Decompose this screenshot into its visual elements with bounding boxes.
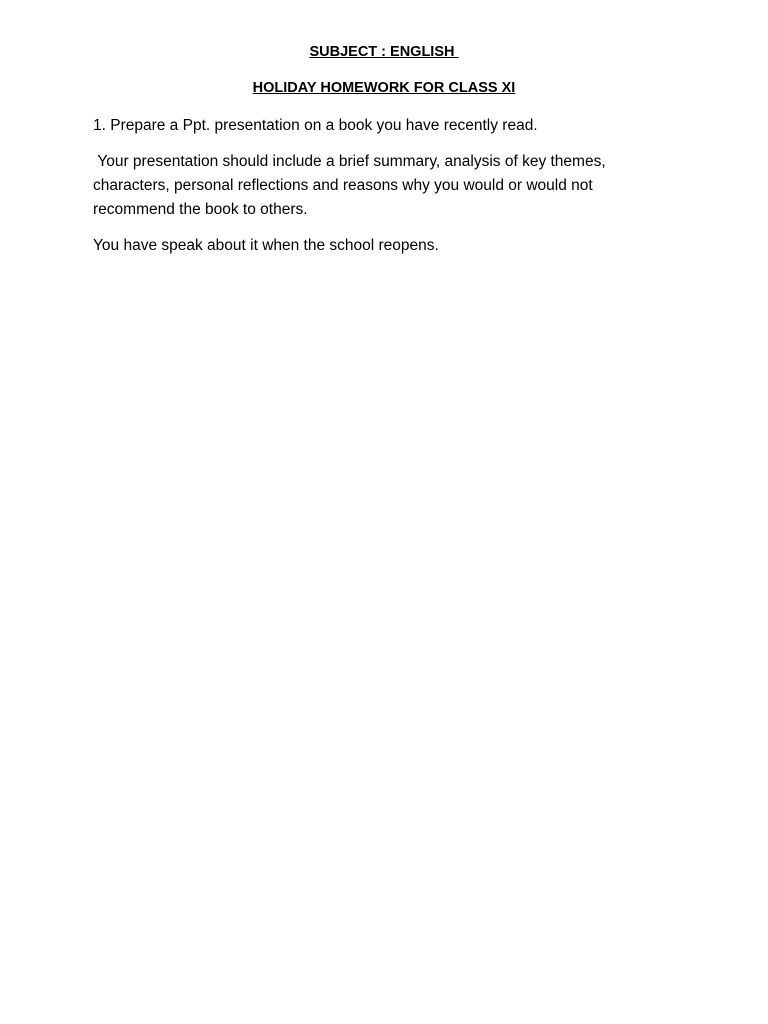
document-body bbox=[93, 42, 675, 270]
title-heading: HOLIDAY HOMEWORK FOR CLASS XI bbox=[252, 80, 516, 96]
subject-heading: SUBJECT : ENGLISH bbox=[309, 44, 459, 60]
paragraph-note: You have speak about it when the school reopens. bbox=[93, 237, 439, 254]
paragraph-details: Your presentation should include a brief summary, analysis of key themes, characters, personal reflections and reasons why you would or would not recommend the book to others. bbox=[93, 153, 610, 218]
paragraph-instruction: 1. Prepare a Ppt. presentation on a book you have recently read. bbox=[93, 117, 538, 134]
